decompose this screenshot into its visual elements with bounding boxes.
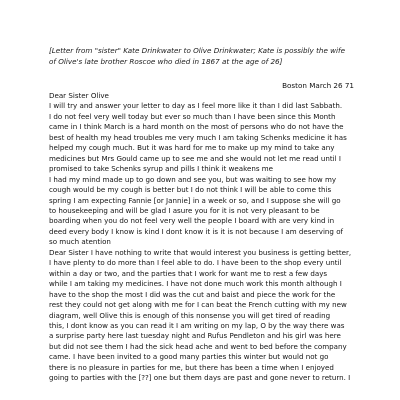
letter-line: within a day or two, and the parties that I work for want me to rest a few days — [49, 268, 328, 278]
letter-line: while I am taking my medicines. I have not done much work this month although I — [49, 279, 342, 289]
letter-line: so much atention — [49, 237, 111, 247]
letter-line: came in I think March is a hard month on the most of persons who do not have the — [49, 122, 344, 132]
letter-line: promised to take Schenks syrup and pills I think it weakens me — [49, 164, 274, 174]
letter-line: came. I have been invited to a good many parties this winter but would not go — [49, 352, 329, 362]
letter-dateline: Boston March 26 71 — [282, 81, 354, 90]
letter-line: a surprise party here last tuesday night and Rufus Pendleton and his girl was here — [49, 331, 341, 341]
letter-line: there is no pleasure in parties for me, but there has been a time when I enjoyed — [49, 362, 334, 372]
letter-line: but did not see them I had the sick head ache and went to bed before the company — [49, 341, 347, 351]
letter-line: deed every body I know is kind I dont know it is it is not because I am deserving of — [49, 226, 344, 236]
letter-line: boarding when you do not feel very well the people I board with are very kind in — [49, 216, 335, 226]
salutation: Dear Sister Olive — [49, 91, 109, 100]
letter-line: diagram, well Olive this is enough of this nonsense you will get tired of reading — [49, 310, 331, 320]
letter-line: best of health my head troubles me very much I am taking Schenks medicine it has — [49, 132, 347, 142]
letter-line: I do not feel very well today but ever so much than I have been since this Month — [49, 111, 336, 121]
letter-line: I have plenty to do more than I feel able to do. I have been to the shop every until — [49, 258, 342, 268]
letter-line: Dear Sister I have nothing to write that would interest you business is getting better, — [49, 247, 352, 257]
editor-note-line: [Letter from "sister" Kate Drinkwater to Olive Drinkwater; Kate is possibly the wife — [49, 46, 345, 55]
letter-line: have to the shop the most I did was the cut and baist and piece the work for the — [49, 289, 336, 299]
letter-line: rest they could not get along with me for I can beat the French cutting with my new — [49, 300, 347, 310]
editor-note-line: of Olive's late brother Roscoe who died in 1867 at the age of 26] — [49, 57, 283, 67]
letter-line: this, I dont know as you can read it I am writing on my lap, O by the way there was — [49, 320, 345, 330]
letter-line: going to parties with the [??] one but them days are past and gone never to return. I — [49, 373, 351, 383]
letter-line: I will try and answer your letter to day as I feel more like it than I did last Sabbath. — [49, 101, 343, 111]
letter-body — [49, 91, 361, 384]
letter-line: cough would be my cough is better but I do not think I will be able to come this — [49, 185, 332, 195]
letter-line: helped my cough much. But it was hard for me to make up my mind to take any — [49, 143, 335, 153]
letter-line: I had my mind made up to go down and see you, but was waiting to see how my — [49, 174, 337, 184]
editor-note — [49, 45, 354, 67]
letter-line: medicines but Mrs Gould came up to see me and she would not let me read until I — [49, 153, 341, 163]
letter-line: spring I am expecting Fannie [or Jannie] in a week or so, and I suppose she will go — [49, 195, 341, 205]
letter-line: to housekeeping and will be glad I asure you for it is not very pleasant to be — [49, 205, 320, 215]
